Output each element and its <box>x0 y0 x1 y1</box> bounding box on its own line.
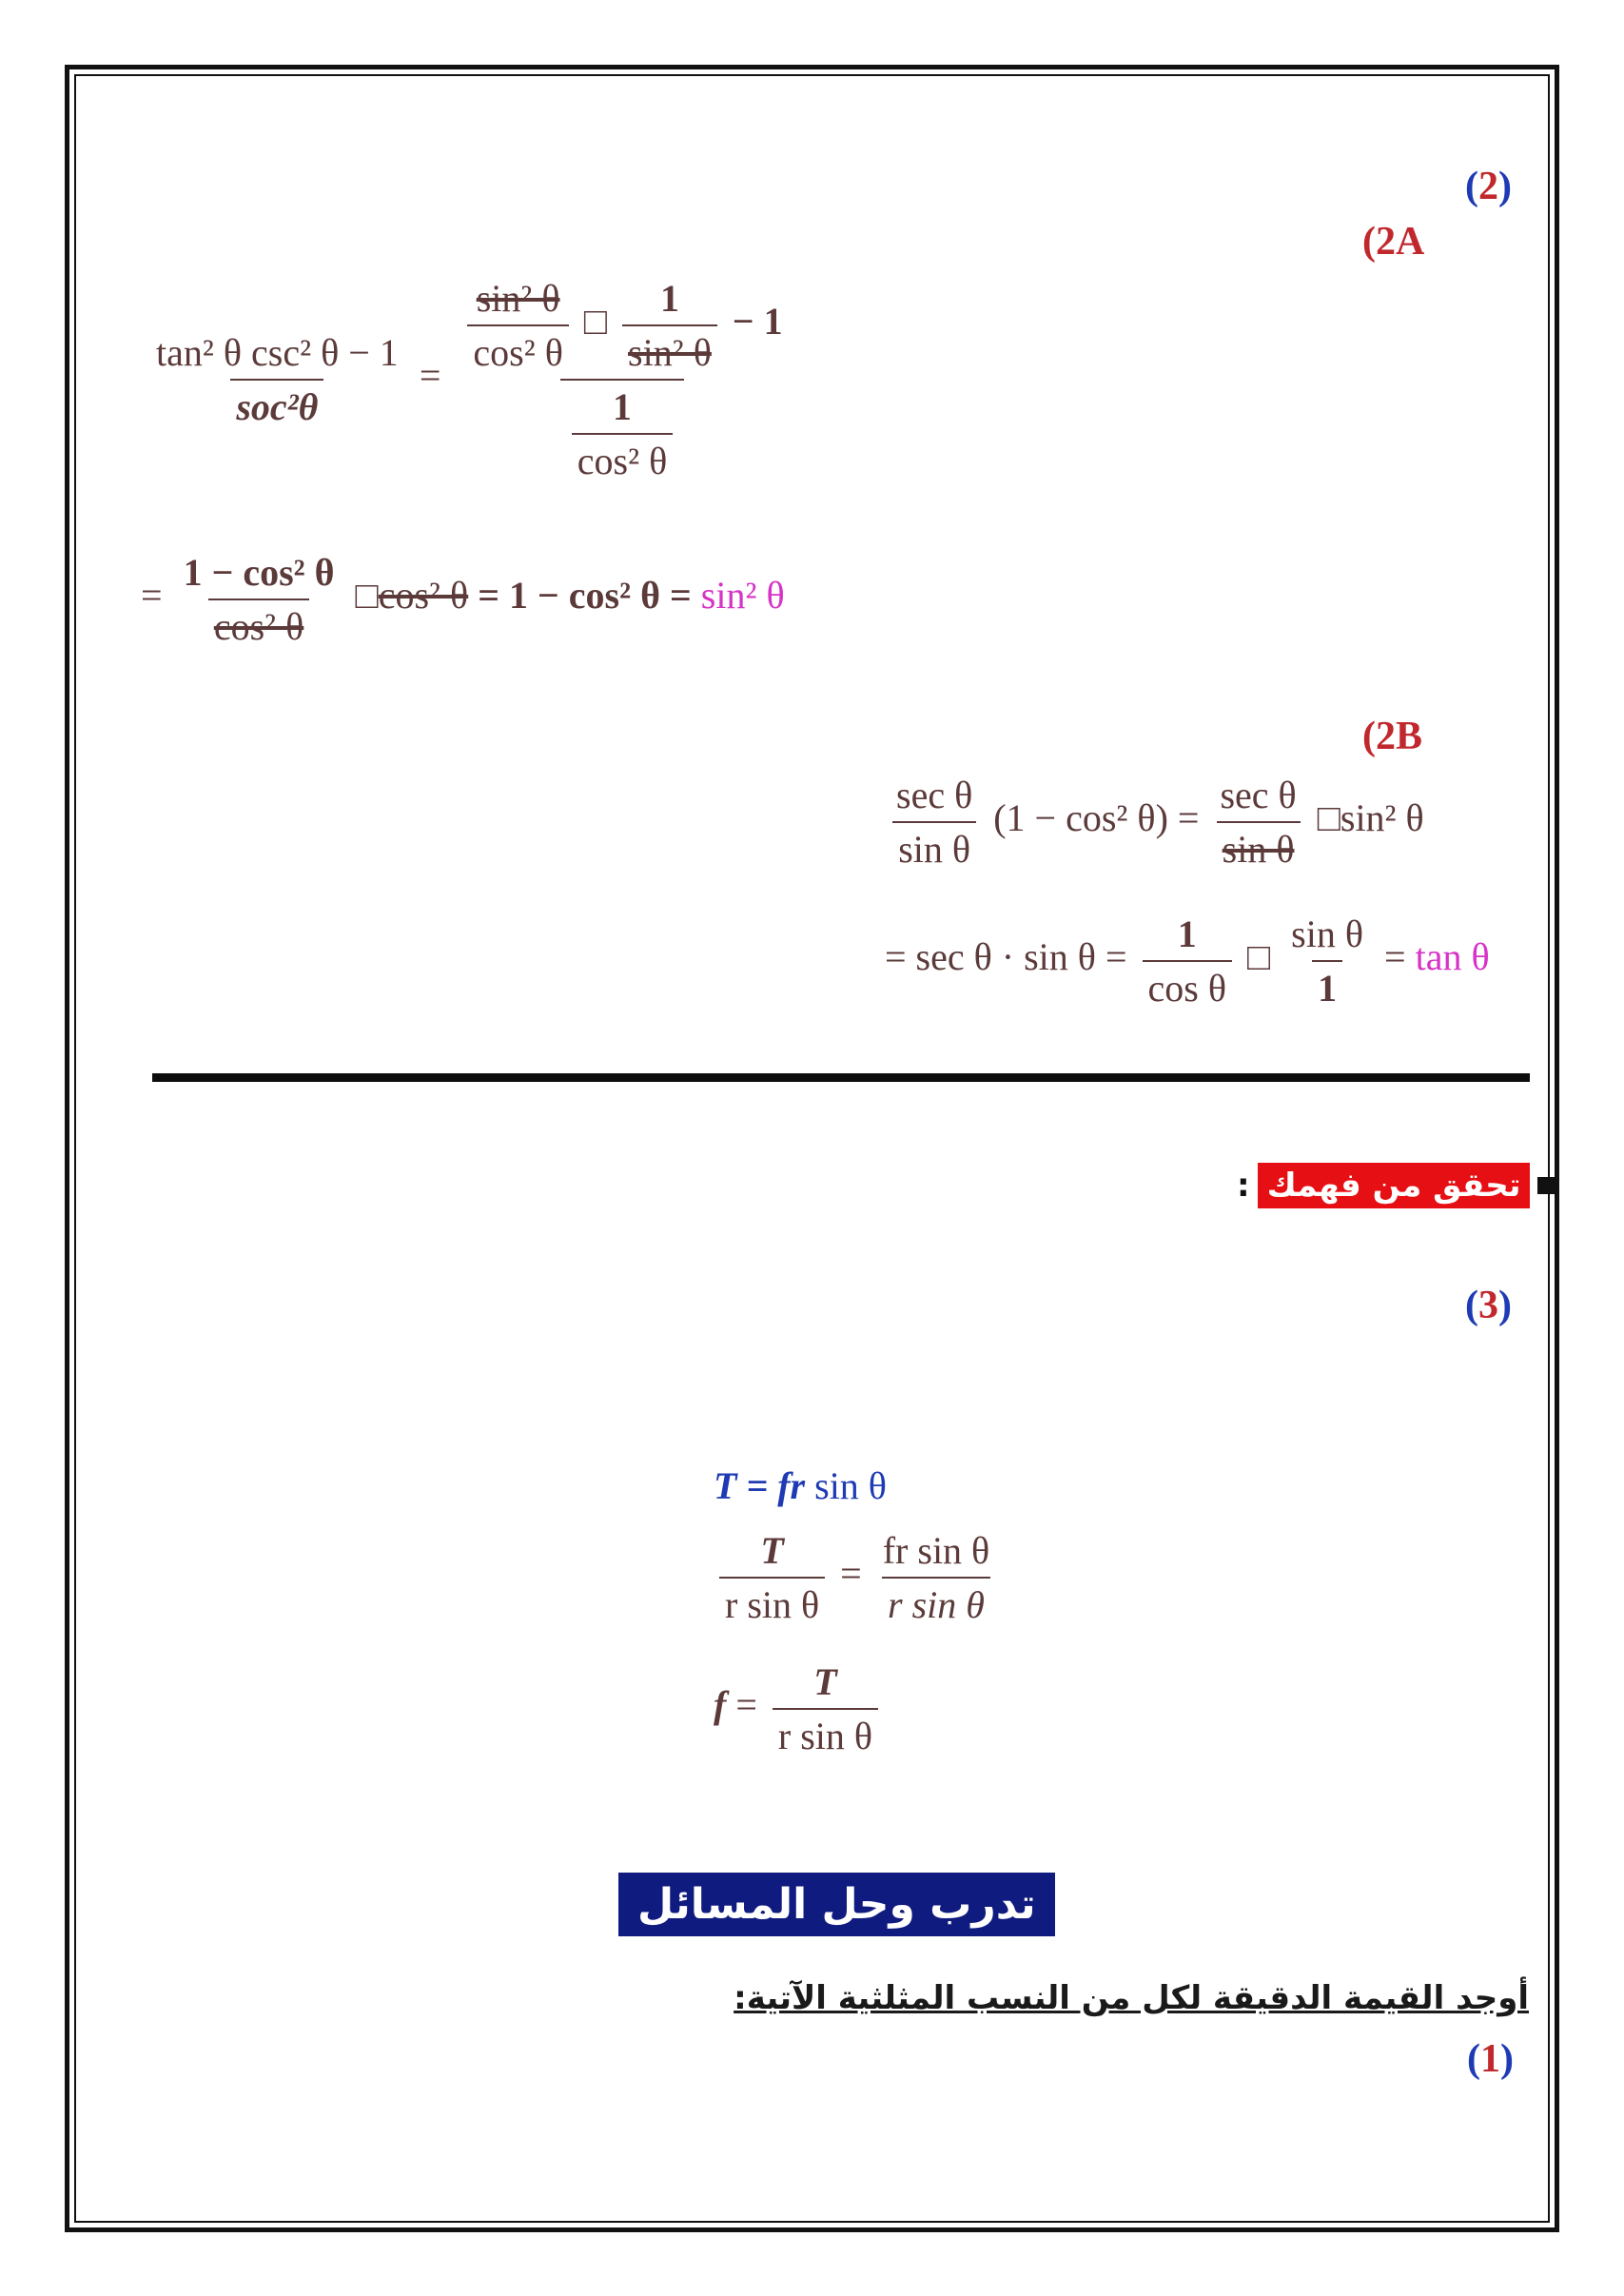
section-divider <box>152 1073 1530 1082</box>
part-label-2a: (2A <box>1362 220 1425 264</box>
problem-number-2: (2) <box>1465 165 1512 208</box>
practice-heading: تدرب وحل المسائل <box>618 1873 1055 1936</box>
equation-3-line2: $\frac{T}{\text{r sin θ}}$ = $\frac{\text{fr sin θ}}{\text{r sin θ}}$ <box>714 1528 1001 1627</box>
equation-3-line1: T = fr sin θ <box>714 1464 887 1507</box>
equation-2b-line2: = sec θ · sin θ = $\frac{1}{\text{cos θ}}$ □ $\frac{\text{sin θ}}{1}$ = tan θ <box>885 913 1490 1010</box>
instruction-text: أوجد القيمة الدقيقة لكل من النسب المثلثية الآتية: <box>734 1979 1529 2017</box>
problem-number-3: (3) <box>1465 1284 1512 1327</box>
result-2a: sin² θ <box>700 574 785 618</box>
part-label-2b: (2B <box>1362 715 1423 758</box>
rhs-complex-fraction: $\frac{\text{sin² θ}}{\text{cos² θ}}$ □ $\frac{1}{\text{sin² θ}}$ − 1 $\frac{1}{\text{cos² θ}}$ <box>456 276 788 483</box>
equation-2a-line1: $\frac{\text{tan² θ csc² θ − 1}}{\text{soc²θ}}$ = $\frac{\text{sin² θ}}{\text{cos² θ}}$ □ $\frac{1}{\text{sin² θ}}$ − 1 $\frac{1}{\text{cos² θ}}$ <box>145 276 794 483</box>
problem-number-1: (1) <box>1467 2037 1514 2081</box>
equation-2b-line1: $\frac{\text{sec θ}}{\text{sin θ}}$ (1 − cos² θ) = $\frac{\text{sec θ}}{\text{sin θ}}$ □sin² θ <box>885 773 1424 872</box>
result-2b: tan θ <box>1415 935 1490 979</box>
check-understanding-heading: : تحقق من فهمك <box>1237 1163 1555 1208</box>
equation-2a-line2: = $\frac{\text{1 − cos² θ}}{\text{cos² θ}}$ □cos² θ = 1 − cos² θ = sin² θ <box>141 551 785 648</box>
check-understanding-label: تحقق من فهمك <box>1258 1163 1531 1208</box>
lhs-fraction: $\frac{\text{tan² θ csc² θ − 1}}{\text{soc²θ}}$ <box>156 331 399 428</box>
bullet-square-icon <box>1537 1177 1555 1194</box>
equation-3-line3: f = $\frac{T}{\text{r sin θ}}$ <box>714 1659 884 1758</box>
